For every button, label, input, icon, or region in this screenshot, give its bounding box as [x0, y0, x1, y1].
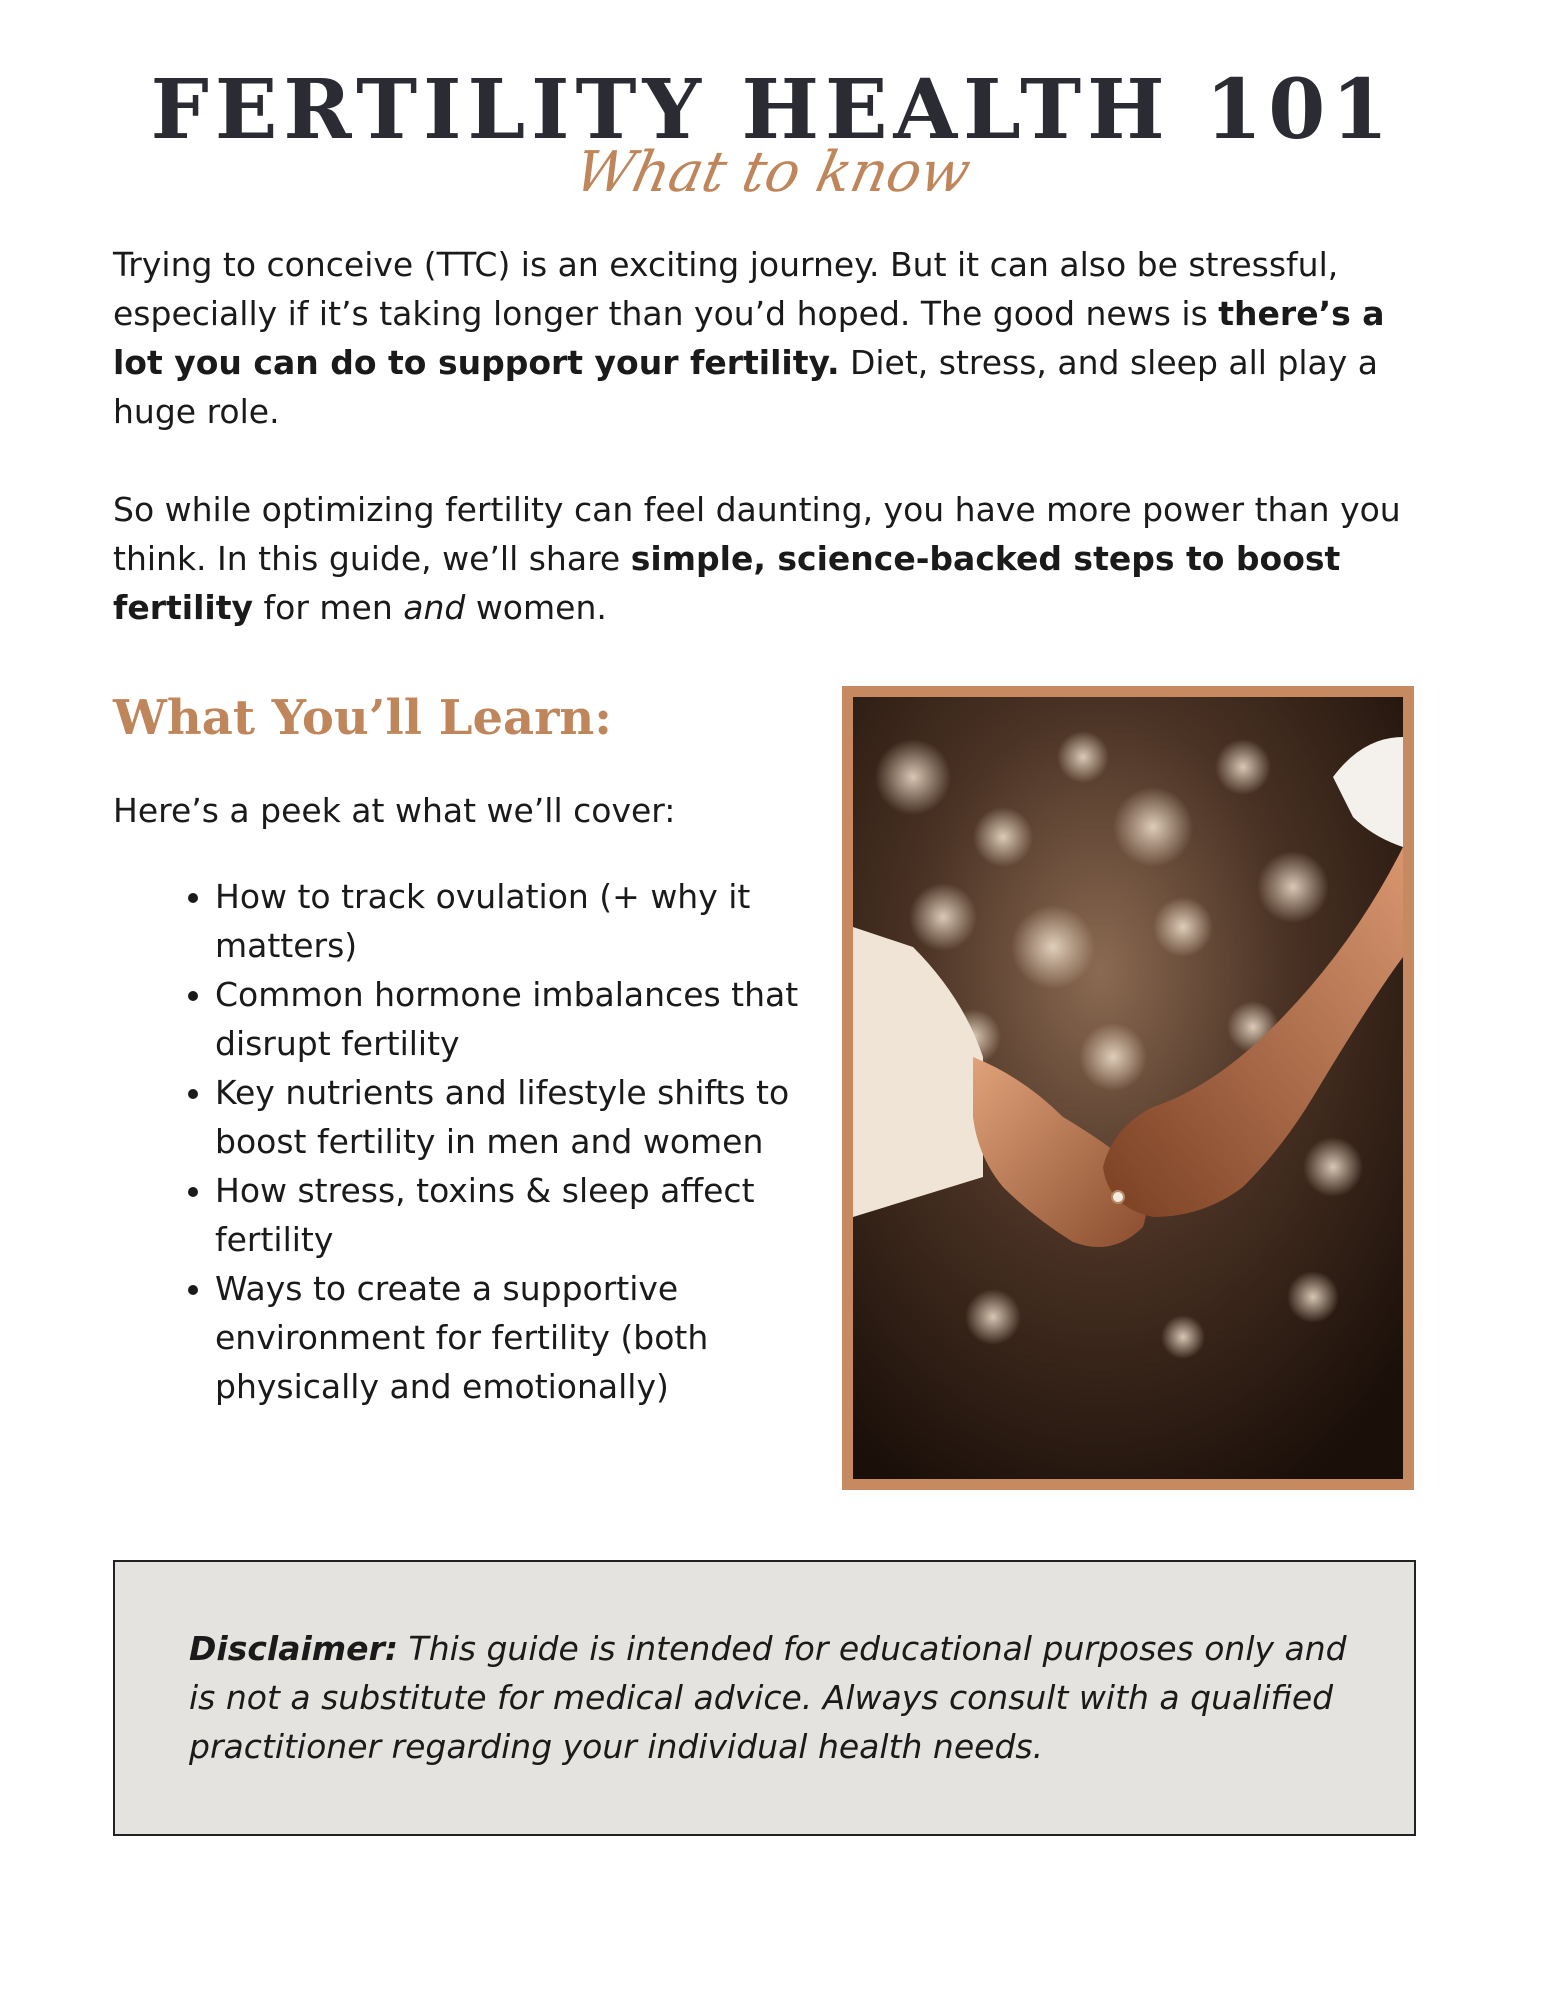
list-item: • How stress, toxins & sleep affect fertility	[215, 1166, 855, 1264]
intro-highlight-1: there’s a lot you can do to support your fertility.	[113, 294, 1385, 382]
list-item: • How to track ovulation (+ why it matters)	[215, 872, 855, 970]
disclaimer-label: Disclaimer:	[189, 1629, 399, 1668]
intro-paragraph-2: So while optimizing fertility can feel daunting, you have more power than you think. In this guide, we’ll share simple, science-backed steps to boost fertility for men and women.	[113, 490, 1401, 627]
holding-hands-photo	[842, 686, 1414, 1490]
intro-paragraph-1: Trying to conceive (TTC) is an exciting journey. But it can also be stressful, especially if it’s taking longer than you’d hoped. The good news is there’s a lot you can do to support your fertility. Diet, stress, and sleep all play a huge role.	[113, 245, 1385, 431]
page-title: FERTILITY HEALTH 101	[150, 62, 1395, 158]
list-item: • Ways to create a supportive environment for fertility (both physically and emotionally)	[215, 1264, 855, 1411]
ring-icon	[1112, 1191, 1124, 1203]
learn-heading: What You’ll Learn:	[113, 690, 612, 746]
script-subtitle: What to know	[569, 140, 976, 205]
list-item: • Common hormone imbalances that disrupt fertility	[215, 970, 855, 1068]
page-header	[0, 60, 1545, 220]
photo-illustration	[853, 697, 1403, 1479]
learn-list	[170, 872, 855, 1411]
list-item: • Key nutrients and lifestyle shifts to boost fertility in men and women	[215, 1068, 855, 1166]
disclaimer-box	[113, 1560, 1416, 1836]
intro-section	[113, 240, 1433, 681]
intro-emphasis: and	[403, 588, 466, 627]
intro-highlight-2: simple, science-backed steps to boost fertility	[113, 539, 1341, 627]
disclaimer-text: Disclaimer: This guide is intended for educational purposes only and is not a substitute for medical advice. Always consult with a qualified practitioner regarding your individual health needs.	[189, 1629, 1347, 1766]
learn-lead: Here’s a peek at what we’ll cover:	[113, 791, 676, 830]
